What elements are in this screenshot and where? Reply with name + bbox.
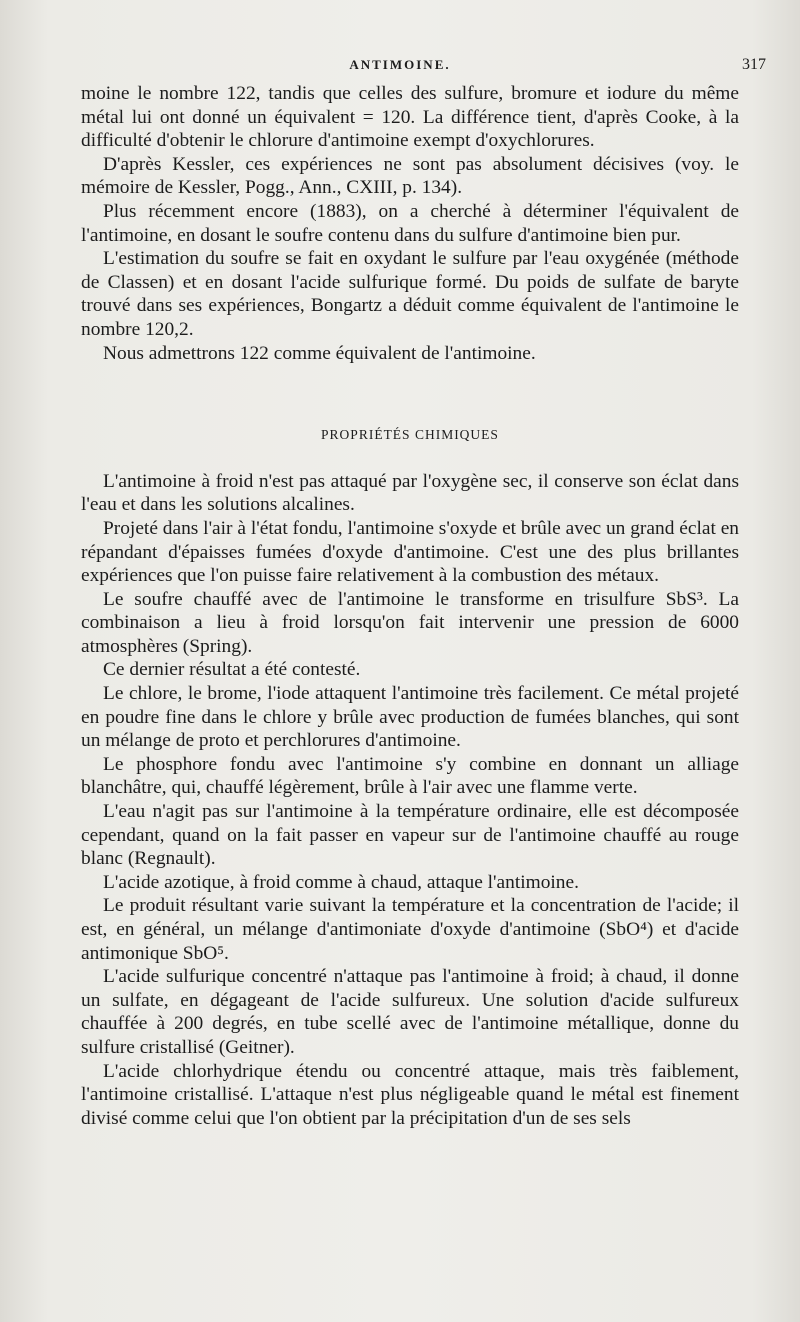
paragraph: L'acide azotique, à froid comme à chaud, attaque l'antimoine. xyxy=(103,871,579,893)
paragraph: Plus récemment encore (1883), on a cherché à déterminer l'équivalent de l'antimoine, en dosant le soufre contenu dans du sulfure d'antimoine bien pur. xyxy=(81,200,739,246)
paragraph: Le phosphore fondu avec l'antimoine s'y combine en donnant un alliage blanchâtre, qui, chauffé légèrement, brûle à l'air avec une flamme verte. xyxy=(81,753,739,799)
paragraph: Projeté dans l'air à l'état fondu, l'antimoine s'oxyde et brûle avec un grand éclat en répandant d'épaisses fumées d'oxyde d'antimoine. C'est une des plus brillantes expériences que l'on puisse faire relativement à la combustion des métaux. xyxy=(81,517,739,587)
section-title: PROPRIÉTÉS CHIMIQUES xyxy=(321,427,499,443)
page-number: 317 xyxy=(742,56,766,73)
paragraph: L'eau n'agit pas sur l'antimoine à la température ordinaire, elle est décomposée cependant, quand on la fait passer en vapeur sur de l'antimoine chauffé au rouge blanc (Regnault). xyxy=(81,801,739,870)
paragraph: Ce dernier résultat a été contesté. xyxy=(103,659,361,681)
paragraph: L'estimation du soufre se fait en oxydant le sulfure par l'eau oxygénée (méthode de Classen) et en dosant l'acide sulfurique formé. Du poids de sulfate de baryte trouvé dans ses expériences, Bongartz a déduit comme équivalent de l'antimoine le nombre 120,2. xyxy=(81,248,739,340)
paragraph: L'antimoine à froid n'est pas attaqué par l'oxygène sec, il conserve son éclat dans l'eau et dans les solutions alcalines. xyxy=(81,470,739,516)
paragraph: Le produit résultant varie suivant la température et la concentration de l'acide; il est, en général, un mélange d'antimoniate d'oxyde d'antimoine (SbO⁴) et d'acide antimonique SbO⁵. xyxy=(81,895,739,964)
running-head xyxy=(0,54,800,76)
paragraph: Le chlore, le brome, l'iode attaquent l'antimoine très facilement. Ce métal projeté en poudre fine dans le chlore y brûle avec production de fumées blanches, qui sont un mélange de proto et perchlorures d'antimoine. xyxy=(81,683,739,752)
paragraph: L'acide sulfurique concentré n'attaque pas l'antimoine à froid; à chaud, il donne un sulfate, en dégageant de l'acide sulfureux. Une solution d'acide sulfureux chauffée à 200 degrés, en tube scellé avec de l'antimoine métallique, donne du sulfure cristallisé (Geitner). xyxy=(81,966,739,1058)
body-text xyxy=(81,82,739,1130)
running-title: ANTIMOINE. xyxy=(349,57,451,72)
paragraph: D'après Kessler, ces expériences ne sont pas absolument décisives (voy. le mémoire de Kessler, Pogg., Ann., CXIII, p. 134). xyxy=(81,153,739,199)
paragraph: L'acide chlorhydrique étendu ou concentré attaque, mais très faiblement, l'antimoine cristallisé. L'attaque n'est plus négligeable quand le métal est finement divisé comme celui que l'on obtient par la précipitation d'un de ses sels xyxy=(81,1060,739,1129)
paragraph: Nous admettrons 122 comme équivalent de l'antimoine. xyxy=(103,342,536,364)
paragraph: Le soufre chauffé avec de l'antimoine le transforme en trisulfure SbS³. La combinaison a lieu à froid lorsqu'on fait intervenir une pression de 6000 atmosphères (Spring). xyxy=(81,588,739,657)
paragraph: moine le nombre 122, tandis que celles des sulfure, bromure et iodure du même métal lui ont donné un équivalent = 120. La différence tient, d'après Cooke, à la difficulté d'obtenir le chlorure d'antimoine exempt d'oxychlorures. xyxy=(81,83,739,152)
